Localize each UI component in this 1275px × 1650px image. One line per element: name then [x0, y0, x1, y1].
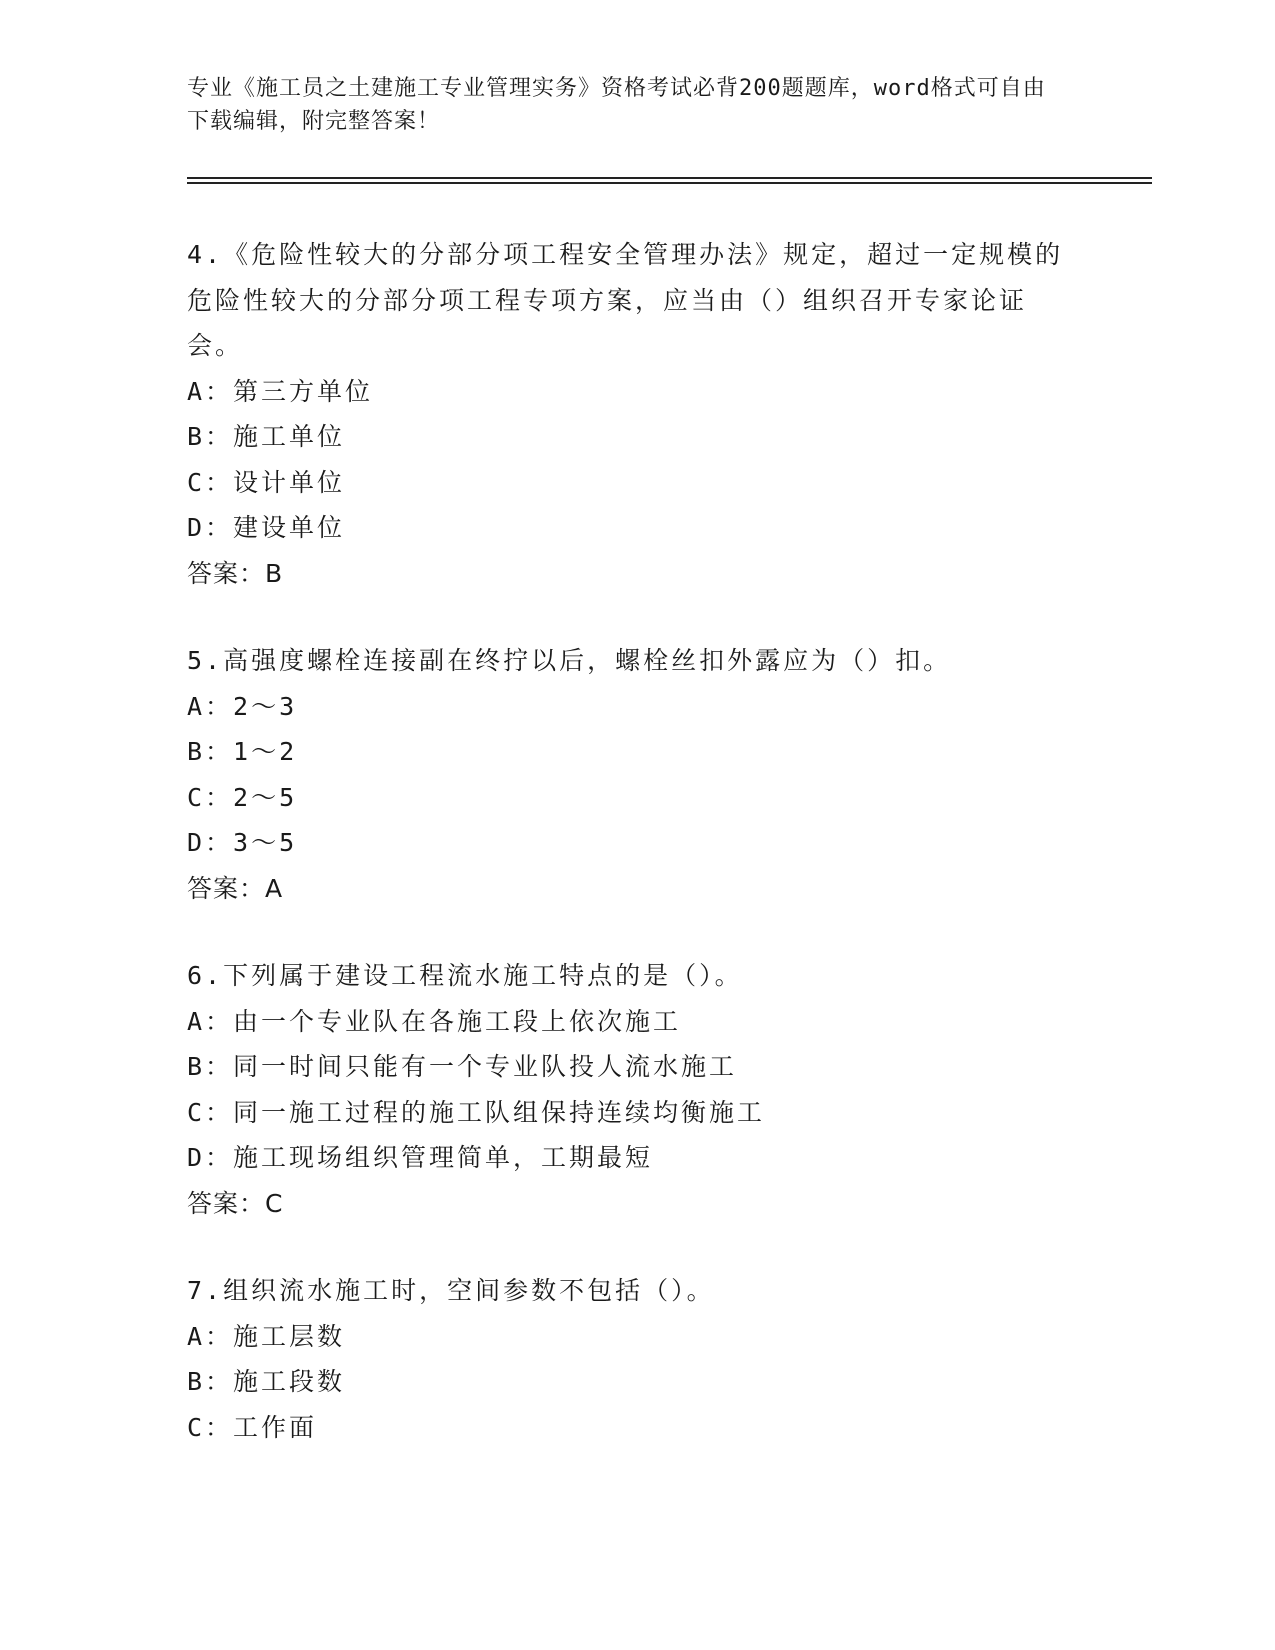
question-stem: 7.组织流水施工时，空间参数不包括（）。: [187, 1276, 715, 1305]
question-list: [187, 232, 1067, 1492]
option-a: A：2～3: [187, 691, 298, 721]
option-d: D：建设单位: [187, 513, 346, 542]
question-item: [187, 638, 1067, 911]
option-a: A：施工层数: [187, 1321, 346, 1351]
option-d: D：施工现场组织管理简单，工期最短: [187, 1143, 654, 1172]
option-a: A：由一个专业队在各施工段上依次施工: [187, 1006, 682, 1036]
header-divider-bottom: [187, 182, 1152, 184]
option-c: C：同一施工过程的施工队组保持连续均衡施工: [187, 1097, 766, 1127]
option-b: B：同一时间只能有一个专业队投人流水施工: [187, 1052, 738, 1081]
question-item: [187, 953, 1067, 1226]
header-divider-top: [187, 177, 1152, 179]
option-b: B：施工段数: [187, 1367, 346, 1396]
question-stem: 6.下列属于建设工程流水施工特点的是（）。: [187, 961, 743, 990]
question-item: [187, 1268, 1067, 1450]
answer-line: 答案：A: [187, 873, 284, 903]
document-header: 专业《施工员之土建施工专业管理实务》资格考试必背200题题库，word格式可自由下载编辑，附完整答案！: [187, 76, 1046, 134]
question-stem: 5.高强度螺栓连接副在终拧以后，螺栓丝扣外露应为（）扣。: [187, 646, 952, 675]
option-a: A：第三方单位: [187, 376, 374, 406]
option-c: C：设计单位: [187, 467, 346, 497]
answer-line: 答案：C: [187, 1188, 284, 1218]
option-c: C：2～5: [187, 782, 298, 812]
answer-line: 答案：B: [187, 558, 284, 588]
option-b: B：施工单位: [187, 422, 346, 451]
question-item: [187, 232, 1067, 596]
option-d: D：3～5: [187, 828, 298, 857]
option-c: C：工作面: [187, 1412, 318, 1442]
option-b: B：1～2: [187, 737, 298, 766]
question-stem: 4.《危险性较大的分部分项工程安全管理办法》规定，超过一定规模的危险性较大的分部分项工程专项方案，应当由（）组织召开专家论证会。: [187, 240, 1064, 360]
